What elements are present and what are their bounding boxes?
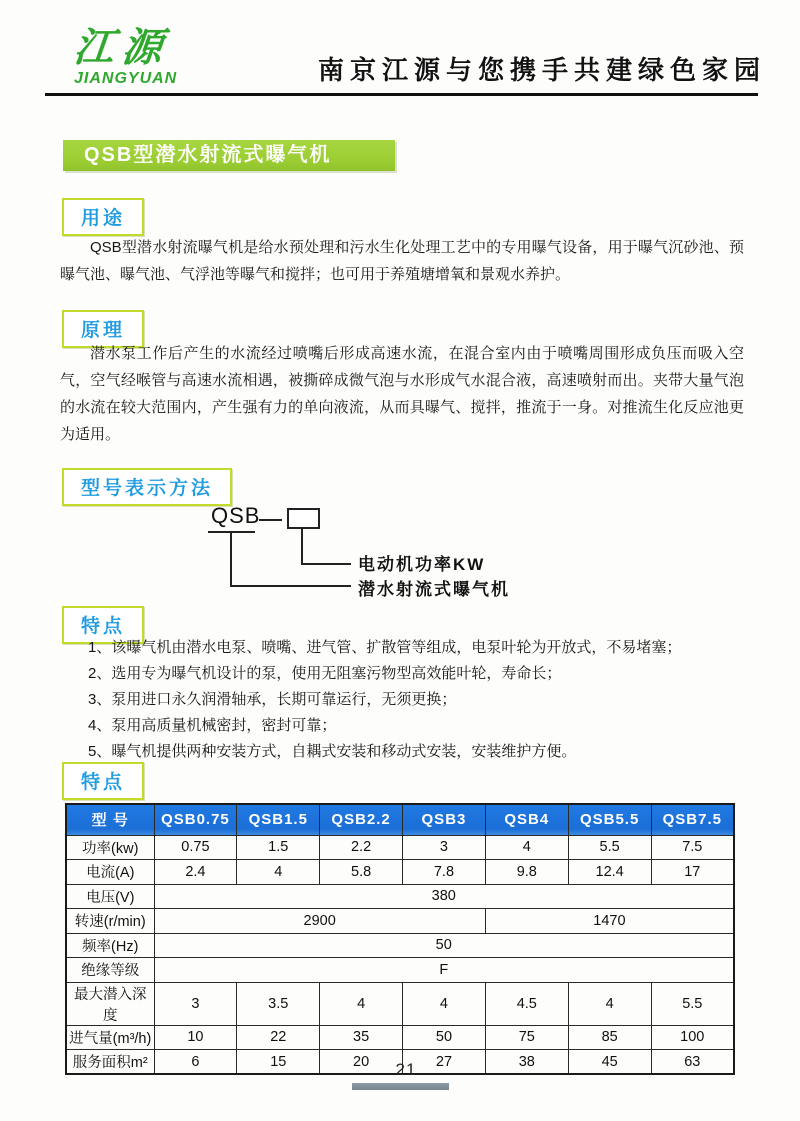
table-cell: 5.5 [568,835,651,860]
table-row [66,884,734,909]
table-col-header: QSB0.75 [154,804,237,835]
callout-line-type-horizontal [230,585,351,587]
usage-paragraph: QSB型潜水射流曝气机是给水预处理和污水生化处理工艺中的专用曝气设备，用于曝气沉砂池、预曝气池、曝气池、气浮池等曝气和搅拌；也可用于养殖塘增氧和景观水养护。 [60,239,744,283]
table-cell: 2.4 [154,860,237,885]
table-cell: 22 [237,1025,320,1050]
table-col-header: QSB5.5 [568,804,651,835]
product-title-bar: QSB型潜水射流式曝气机 [63,140,395,171]
section-label-parameters: 特点 [62,762,144,800]
section-label-usage: 用途 [62,198,144,236]
table-cell: 75 [485,1025,568,1050]
table-cell: 3.5 [237,982,320,1025]
table-cell: 4 [568,982,651,1025]
table-row-label: 服务面积m² [66,1050,154,1075]
table-cell: 7.5 [651,835,734,860]
model-code-text: QSB [211,503,261,528]
diagram-dash-line [259,519,282,521]
table-row-label: 绝缘等级 [66,958,154,983]
section-label-model-designation: 型号表示方法 [62,468,232,506]
power-placeholder-box [287,508,320,529]
header-slogan: 南京江源与您携手共建绿色家园 [318,56,767,85]
table-row-label: 电压(V) [66,884,154,909]
table-cell: 27 [403,1050,486,1075]
table-cell: 20 [320,1050,403,1075]
parameters-table-head [66,804,734,835]
table-cell: 0.75 [154,835,237,860]
table-row-label: 电流(A) [66,860,154,885]
table-cell: 2900 [154,909,485,934]
table-cell: 1.5 [237,835,320,860]
table-cell: 6 [154,1050,237,1075]
parameters-table [65,803,735,1075]
header-divider [45,93,758,96]
features-list [88,638,738,768]
parameters-table-body [66,835,734,1074]
page-footer [0,1060,800,1090]
table-cell: 1470 [485,909,734,934]
table-row [66,860,734,885]
callout-motor-power: 电动机功率KW [358,555,486,574]
table-row-label: 最大潜入深度 [66,982,154,1025]
table-cell: 85 [568,1025,651,1050]
table-col-header: QSB7.5 [651,804,734,835]
feature-item: 2、选用专为曝气机设计的泵，使用无阻塞污物型高效能叶轮，寿命长； [88,665,562,682]
table-row [66,982,734,1025]
callout-line-power-vertical [301,529,303,565]
table-cell: 5.5 [651,982,734,1025]
table-cell: 380 [154,884,734,909]
table-row [66,958,734,983]
table-cell: 9.8 [485,860,568,885]
feature-item: 3、泵用进口永久润滑轴承，长期可靠运行，无须更换； [88,691,457,708]
table-cell: 63 [651,1050,734,1075]
section-label-principle: 原理 [62,310,144,348]
table-cell: 3 [154,982,237,1025]
table-col-header: QSB4 [485,804,568,835]
feature-item: 1、该曝气机由潜水电泵、喷嘴、进气管、扩散管等组成，电泵叶轮为开放式，不易堵塞； [88,639,682,656]
table-row [66,909,734,934]
table-col-header: QSB1.5 [237,804,320,835]
table-cell: 4 [485,835,568,860]
callout-line-type-vertical [230,533,232,587]
table-cell: 4 [320,982,403,1025]
section-label-features: 特点 [62,606,144,644]
table-header-row [66,804,734,835]
table-cell: 45 [568,1050,651,1075]
table-row [66,933,734,958]
callout-aerator-type: 潜水射流式曝气机 [358,580,510,599]
table-cell: 3 [403,835,486,860]
table-cell: 4 [237,860,320,885]
table-cell: 5.8 [320,860,403,885]
table-cell: 12.4 [568,860,651,885]
logo-english-text: JIANGYUAN [74,70,178,87]
principle-paragraph: 潜水泵工作后产生的水流经过喷嘴后形成高速水流，在混合室内由于喷嘴周围形成负压而吸入空气，空气经喉管与高速水流相遇，被撕碎成微气泡与水形成气水混合液，高速喷射而出。夹带大量气泡的水流在较大范围内，产生强有力的单向液流，从而具曝气、搅拌，推流于一身。对推流生化反应池更为适用。 [60,345,744,443]
table-cell: 2.2 [320,835,403,860]
table-row-label: 频率(Hz) [66,933,154,958]
table-cell: 4.5 [485,982,568,1025]
table-cell: 100 [651,1025,734,1050]
table-cell: 38 [485,1050,568,1075]
table-col-header: QSB3 [403,804,486,835]
feature-item: 4、泵用高质量机械密封，密封可靠； [88,717,337,734]
table-cell: F [154,958,734,983]
table-row-label: 转速(r/min) [66,909,154,934]
feature-item: 5、曝气机提供两种安装方式，自耦式安装和移动式安装，安装维护方便。 [88,743,577,760]
table-cell: 15 [237,1050,320,1075]
logo-chinese-text: 江源 [71,25,173,70]
page-number: 21 [395,1060,417,1079]
table-cell: 4 [403,982,486,1025]
table-row [66,835,734,860]
table-cell: 10 [154,1025,237,1050]
callout-line-power-horizontal [301,563,351,565]
footer-bar [352,1083,449,1090]
table-row [66,1025,734,1050]
table-cell: 50 [403,1025,486,1050]
table-row-label: 进气量(m³/h) [66,1025,154,1050]
table-cell: 35 [320,1025,403,1050]
table-cell: 7.8 [403,860,486,885]
table-col-header: QSB2.2 [320,804,403,835]
company-logo [71,25,254,88]
table-col-header: 型 号 [66,804,154,835]
table-cell: 17 [651,860,734,885]
table-row-label: 功率(kw) [66,835,154,860]
table-cell: 50 [154,933,734,958]
